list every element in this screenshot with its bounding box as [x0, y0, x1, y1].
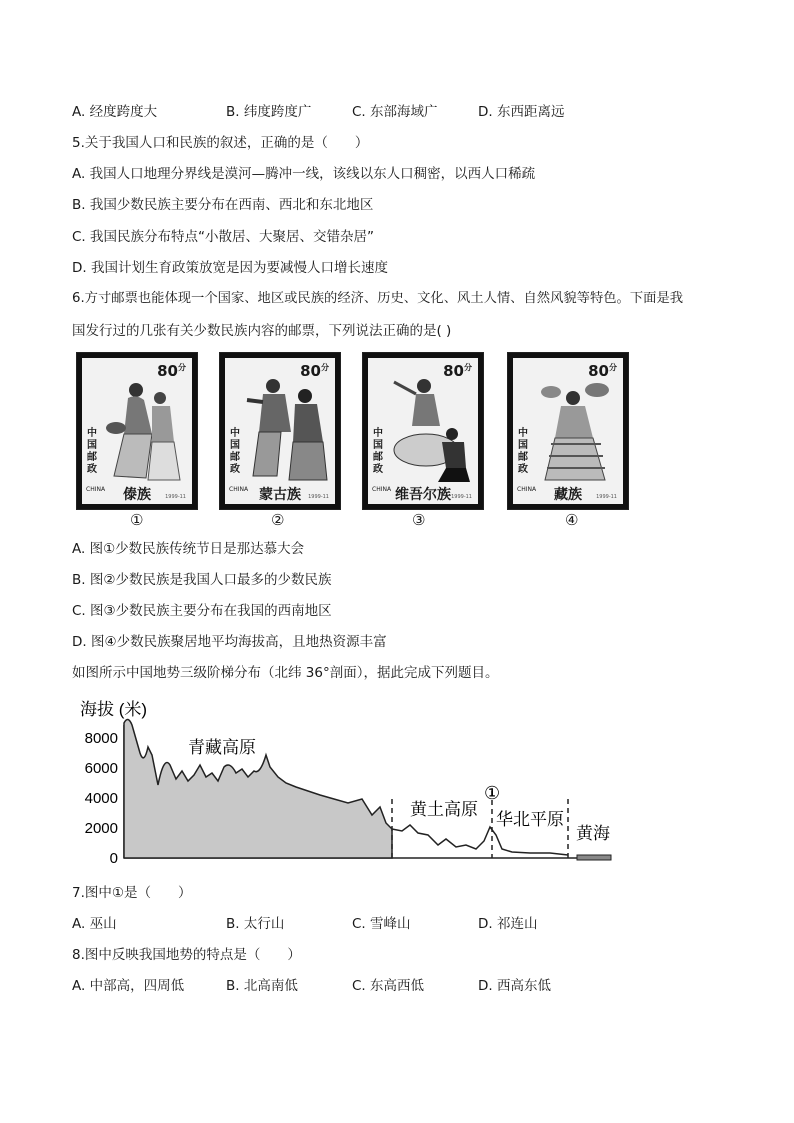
profile-ytick: 0 — [109, 850, 118, 867]
stamp-country-en: CHINA — [372, 486, 392, 493]
region-label: 黄土高原 — [410, 800, 478, 819]
stamp-ethnic-label: 维吾尔族 — [395, 487, 451, 503]
stamp-country: 中国邮政 — [230, 428, 240, 475]
q8-option-a: A. 中部高，四周低 — [72, 978, 185, 994]
profile-ytick: 8000 — [84, 730, 118, 747]
q7-option-b: B. 太行山 — [226, 916, 285, 932]
q4-option-a: A. 经度跨度大 — [72, 104, 158, 120]
q6-option-c: C. 图③少数民族主要分布在我国的西南地区 — [72, 603, 332, 619]
q5-option-a: A. 我国人口地理分界线是漠河—腾冲一线，该线以东人口稠密，以西人口稀疏 — [72, 166, 536, 182]
dancer-illustration — [100, 372, 190, 484]
stamp-price: $80^分$ — [300, 362, 329, 380]
tibetan-plateau-area — [124, 719, 392, 858]
q4-option-d: D. 东西距离远 — [478, 104, 565, 120]
stamp-country-en: CHINA — [517, 486, 537, 493]
profile-ytick: 2000 — [84, 820, 118, 837]
stamp-code: 1999-11 — [451, 494, 472, 500]
stamp-number-1: ① — [130, 511, 144, 529]
dancer-illustration — [531, 372, 621, 484]
stamp-code: 1999-11 — [308, 494, 329, 500]
region-label: 华北平原 — [496, 810, 564, 829]
q6-option-d: D. 图④少数民族聚居地平均海拔高，且地热资源丰富 — [72, 634, 387, 650]
q5-option-d: D. 我国计划生育政策放宽是因为要减慢人口增长速度 — [72, 260, 388, 276]
q8-option-b: B. 北高南低 — [226, 978, 298, 994]
q7-option-c: C. 雪峰山 — [352, 916, 411, 932]
q4-option-b: B. 纬度跨度广 — [226, 104, 312, 120]
region-label: 青藏高原 — [188, 738, 256, 757]
stamp-country: 中国邮政 — [518, 428, 528, 475]
region-label: 黄海 — [576, 824, 610, 843]
q6-stem-line2: 国发行过的几张有关少数民族内容的邮票，下列说法正确的是( ) — [72, 323, 452, 339]
stamp-number-3: ③ — [412, 511, 426, 529]
q6-stem-line1: 6.方寸邮票也能体现一个国家、地区或民族的经济、历史、文化、风土人情、自然风貌等特色。下面是我 — [72, 291, 684, 306]
q8-option-c: C. 东高西低 — [352, 978, 425, 994]
q5-option-c: C. 我国民族分布特点“小散居、大聚居、交错杂居” — [72, 229, 374, 245]
q6-option-a: A. 图①少数民族传统节日是那达慕大会 — [72, 541, 305, 557]
stamp-3 — [362, 352, 484, 510]
stamp-number-4: ④ — [565, 511, 579, 529]
dancer-illustration — [243, 372, 333, 484]
stamp-4 — [507, 352, 629, 510]
q5-option-b: B. 我国少数民族主要分布在西南、西北和东北地区 — [72, 197, 374, 213]
profile-ytick: 4000 — [84, 790, 118, 807]
profile-marker: ① — [484, 783, 501, 804]
stamp-1 — [76, 352, 198, 510]
dancer-illustration — [386, 372, 476, 484]
q4-option-c: C. 东部海域广 — [352, 104, 438, 120]
stamp-number-2: ② — [271, 511, 285, 529]
stamp-ethnic-label: 蒙古族 — [259, 487, 301, 503]
yellow-sea-surface — [577, 855, 611, 860]
stamp-ethnic-label: 傣族 — [123, 487, 151, 503]
terrain-profile-figure — [72, 695, 617, 870]
stamp-price: $80^分$ — [588, 362, 617, 380]
stamp-country-en: CHINA — [229, 486, 249, 493]
profile-ytick: 6000 — [84, 760, 118, 777]
stamp-code: 1999-11 — [596, 494, 617, 500]
q7-option-d: D. 祁连山 — [478, 916, 538, 932]
stamp-price: $80^分$ — [443, 362, 472, 380]
stamp-country-en: CHINA — [86, 486, 106, 493]
profile-intro: 如图所示中国地势三级阶梯分布（北纬 36°剖面），据此完成下列题目。 — [72, 665, 499, 681]
q7-option-a: A. 巫山 — [72, 916, 117, 932]
q6-option-b: B. 图②少数民族是我国人口最多的少数民族 — [72, 572, 332, 588]
stamp-code: 1999-11 — [165, 494, 186, 500]
stamp-ethnic-label: 藏族 — [554, 487, 582, 503]
q7-stem: 7.图中①是（ ） — [72, 885, 192, 901]
eastern-terrain-line — [392, 825, 568, 855]
stamp-2 — [219, 352, 341, 510]
q8-stem: 8.图中反映我国地势的特点是（ ） — [72, 947, 301, 963]
stamp-country: 中国邮政 — [373, 428, 383, 475]
stamp-country: 中国邮政 — [87, 428, 97, 475]
q8-option-d: D. 西高东低 — [478, 978, 551, 994]
profile-ylabel: 海拔 (米) — [80, 700, 148, 719]
stamp-price: $80^分$ — [157, 362, 186, 380]
q5-stem: 5.关于我国人口和民族的叙述，正确的是（ ） — [72, 135, 369, 151]
